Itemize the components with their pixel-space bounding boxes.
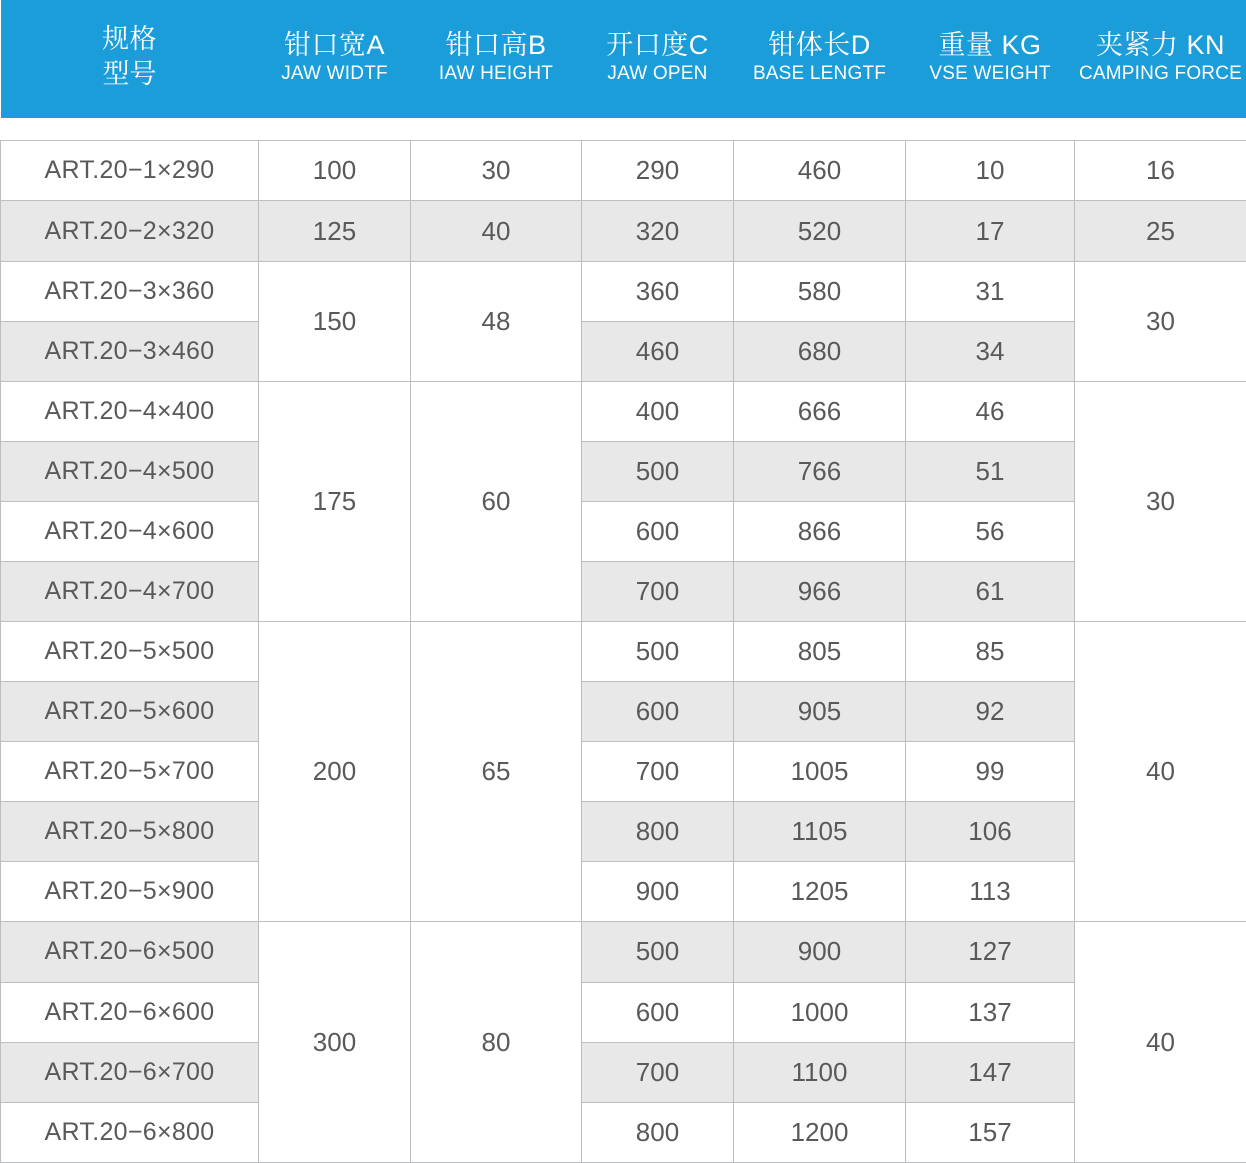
cell-jaw-open: 320 bbox=[582, 201, 734, 261]
cell-clamping-force: 30 bbox=[1075, 381, 1246, 621]
table-row bbox=[1, 321, 1246, 381]
cell-base-length: 1205 bbox=[734, 862, 906, 922]
cell-clamping-force: 25 bbox=[1075, 201, 1246, 261]
cell-model: ART.20−6×800 bbox=[1, 1102, 259, 1162]
cell-base-length: 1100 bbox=[734, 1042, 906, 1102]
header-clamping-force bbox=[1075, 0, 1246, 118]
table-body bbox=[1, 118, 1246, 1163]
cell-model: ART.20−6×500 bbox=[1, 922, 259, 982]
header-base-length bbox=[734, 0, 906, 118]
header-jaw-open-cn: 开口度C bbox=[606, 29, 709, 60]
table-row bbox=[1, 802, 1246, 862]
table-row bbox=[1, 1042, 1246, 1102]
cell-clamping-force: 40 bbox=[1075, 922, 1246, 1163]
cell-jaw-width: 175 bbox=[259, 381, 411, 621]
header-model-cn1: 规格 bbox=[102, 24, 157, 55]
header-jaw-height-en: IAW HEIGHT bbox=[438, 63, 554, 85]
cell-jaw-height: 30 bbox=[411, 141, 582, 201]
cell-base-length: 460 bbox=[734, 141, 906, 201]
table-row bbox=[1, 501, 1246, 561]
cell-weight: 92 bbox=[906, 682, 1075, 742]
header-weight bbox=[906, 0, 1075, 118]
cell-weight: 51 bbox=[906, 441, 1075, 501]
cell-base-length: 905 bbox=[734, 682, 906, 742]
cell-base-length: 520 bbox=[734, 201, 906, 261]
table-row bbox=[1, 261, 1246, 321]
cell-jaw-height: 48 bbox=[411, 261, 582, 381]
cell-jaw-open: 600 bbox=[582, 682, 734, 742]
header-jaw-open-en: JAW OPEN bbox=[607, 63, 708, 85]
cell-weight: 127 bbox=[906, 922, 1075, 982]
cell-weight: 17 bbox=[906, 201, 1075, 261]
cell-model: ART.20−6×600 bbox=[1, 982, 259, 1042]
cell-model: ART.20−6×700 bbox=[1, 1042, 259, 1102]
cell-base-length: 666 bbox=[734, 381, 906, 441]
cell-jaw-width: 100 bbox=[259, 141, 411, 201]
cell-jaw-width: 200 bbox=[259, 622, 411, 922]
table-row bbox=[1, 141, 1246, 201]
header-jaw-width-en: JAW WIDTF bbox=[281, 63, 388, 85]
cell-model: ART.20−3×360 bbox=[1, 261, 259, 321]
header-weight-cn: 重量 KG bbox=[938, 29, 1042, 60]
cell-jaw-open: 290 bbox=[582, 141, 734, 201]
cell-base-length: 866 bbox=[734, 501, 906, 561]
table-row bbox=[1, 862, 1246, 922]
header-weight-en: VSE WEIGHT bbox=[929, 63, 1051, 85]
cell-base-length: 1000 bbox=[734, 982, 906, 1042]
table-row bbox=[1, 201, 1246, 261]
table-row bbox=[1, 922, 1246, 982]
cell-weight: 46 bbox=[906, 381, 1075, 441]
cell-model: ART.20−5×600 bbox=[1, 682, 259, 742]
cell-clamping-force: 40 bbox=[1075, 622, 1246, 922]
cell-jaw-open: 460 bbox=[582, 321, 734, 381]
cell-base-length: 680 bbox=[734, 321, 906, 381]
cell-model: ART.20−1×290 bbox=[1, 141, 259, 201]
cell-jaw-open: 360 bbox=[582, 261, 734, 321]
cell-weight: 99 bbox=[906, 742, 1075, 802]
cell-base-length: 1105 bbox=[734, 802, 906, 862]
header-jaw-height-cn: 钳口高B bbox=[445, 29, 547, 60]
cell-weight: 137 bbox=[906, 982, 1075, 1042]
header-jaw-width-cn: 钳口宽A bbox=[283, 29, 385, 60]
header-clamping-force-cn: 夹紧力 KN bbox=[1095, 29, 1225, 60]
cell-weight: 61 bbox=[906, 561, 1075, 621]
table-row bbox=[1, 742, 1246, 802]
cell-model: ART.20−4×700 bbox=[1, 561, 259, 621]
header-model-cn2: 型号 bbox=[102, 59, 157, 89]
cell-jaw-open: 500 bbox=[582, 441, 734, 501]
cell-jaw-open: 900 bbox=[582, 862, 734, 922]
cell-jaw-open: 700 bbox=[582, 561, 734, 621]
table-row bbox=[1, 682, 1246, 742]
cell-weight: 157 bbox=[906, 1102, 1075, 1162]
cell-model: ART.20−5×500 bbox=[1, 622, 259, 682]
table-header bbox=[1, 0, 1246, 118]
cell-jaw-open: 500 bbox=[582, 922, 734, 982]
cell-base-length: 580 bbox=[734, 261, 906, 321]
cell-jaw-height: 40 bbox=[411, 201, 582, 261]
cell-clamping-force: 30 bbox=[1075, 261, 1246, 381]
cell-jaw-open: 800 bbox=[582, 1102, 734, 1162]
cell-jaw-height: 80 bbox=[411, 922, 582, 1163]
cell-model: ART.20−4×400 bbox=[1, 381, 259, 441]
cell-weight: 147 bbox=[906, 1042, 1075, 1102]
cell-jaw-open: 700 bbox=[582, 742, 734, 802]
cell-model: ART.20−5×900 bbox=[1, 862, 259, 922]
cell-base-length: 766 bbox=[734, 441, 906, 501]
header-base-length-cn: 钳体长D bbox=[768, 29, 871, 60]
cell-jaw-open: 600 bbox=[582, 501, 734, 561]
cell-jaw-width: 300 bbox=[259, 922, 411, 1163]
cell-base-length: 1200 bbox=[734, 1102, 906, 1162]
table-row bbox=[1, 561, 1246, 621]
cell-model: ART.20−3×460 bbox=[1, 321, 259, 381]
cell-clamping-force: 16 bbox=[1075, 141, 1246, 201]
header-jaw-height bbox=[411, 0, 582, 118]
cell-jaw-open: 800 bbox=[582, 802, 734, 862]
cell-model: ART.20−4×500 bbox=[1, 441, 259, 501]
header-base-length-en: BASE LENGTF bbox=[752, 63, 887, 85]
cell-weight: 106 bbox=[906, 802, 1075, 862]
cell-jaw-height: 60 bbox=[411, 381, 582, 621]
header-jaw-width bbox=[259, 0, 411, 118]
cell-weight: 10 bbox=[906, 141, 1075, 201]
header-clamping-force-en: CAMPING FORCE bbox=[1078, 63, 1243, 85]
table-row bbox=[1, 441, 1246, 501]
cell-weight: 34 bbox=[906, 321, 1075, 381]
cell-model: ART.20−4×600 bbox=[1, 501, 259, 561]
table-row bbox=[1, 1102, 1246, 1162]
table-row bbox=[1, 622, 1246, 682]
table-row bbox=[1, 381, 1246, 441]
cell-weight: 113 bbox=[906, 862, 1075, 922]
cell-base-length: 805 bbox=[734, 622, 906, 682]
cell-weight: 85 bbox=[906, 622, 1075, 682]
cell-model: ART.20−2×320 bbox=[1, 201, 259, 261]
header-row bbox=[1, 0, 1246, 118]
cell-weight: 56 bbox=[906, 501, 1075, 561]
cell-base-length: 900 bbox=[734, 922, 906, 982]
table-row bbox=[1, 982, 1246, 1042]
cell-weight: 31 bbox=[906, 261, 1075, 321]
cell-base-length: 1005 bbox=[734, 742, 906, 802]
cell-base-length: 966 bbox=[734, 561, 906, 621]
cell-jaw-height: 65 bbox=[411, 622, 582, 922]
cell-jaw-open: 400 bbox=[582, 381, 734, 441]
cell-jaw-width: 125 bbox=[259, 201, 411, 261]
cell-model: ART.20−5×800 bbox=[1, 802, 259, 862]
cell-model: ART.20−5×700 bbox=[1, 742, 259, 802]
cell-jaw-width: 150 bbox=[259, 261, 411, 381]
cell-jaw-open: 500 bbox=[582, 622, 734, 682]
cell-jaw-open: 700 bbox=[582, 1042, 734, 1102]
header-model bbox=[1, 0, 259, 118]
header-gap-cell bbox=[1, 118, 1246, 141]
header-gap-row bbox=[1, 118, 1246, 141]
cell-jaw-open: 600 bbox=[582, 982, 734, 1042]
header-jaw-open bbox=[582, 0, 734, 118]
